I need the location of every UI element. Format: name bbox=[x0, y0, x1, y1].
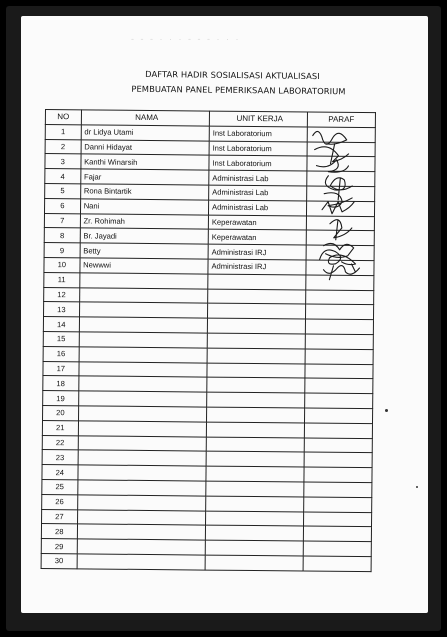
cell-no: 29 bbox=[41, 539, 77, 554]
paper-speck bbox=[385, 409, 388, 412]
attendance-sheet bbox=[21, 16, 428, 613]
cell-paraf bbox=[304, 467, 372, 482]
cell-no: 13 bbox=[44, 302, 80, 317]
cell-paraf bbox=[305, 378, 373, 393]
cell-no: 22 bbox=[42, 435, 78, 450]
cell-paraf bbox=[305, 349, 373, 364]
cell-no: 11 bbox=[44, 272, 80, 287]
cell-paraf bbox=[303, 541, 371, 556]
cell-nama bbox=[77, 524, 205, 540]
cell-no: 1 bbox=[45, 124, 81, 139]
cell-nama bbox=[77, 495, 205, 511]
cell-no: 28 bbox=[41, 524, 77, 539]
cell-nama: Danni Hidayat bbox=[81, 139, 209, 155]
cell-paraf bbox=[303, 526, 371, 541]
cell-unit: Administrasi Lab bbox=[208, 200, 306, 216]
cell-no: 14 bbox=[43, 317, 79, 332]
cell-no: 4 bbox=[45, 169, 81, 184]
cell-no: 8 bbox=[44, 228, 80, 243]
cell-unit: Inst Laboratorium bbox=[209, 155, 307, 171]
cell-unit bbox=[205, 511, 303, 527]
cell-unit: Keperawatan bbox=[208, 229, 306, 245]
cell-paraf bbox=[305, 304, 373, 319]
cell-nama bbox=[78, 435, 206, 451]
cell-unit: Keperawatan bbox=[208, 215, 306, 231]
cell-no: 26 bbox=[42, 494, 78, 509]
cell-nama: Fajar bbox=[80, 169, 208, 185]
cell-nama: Kanthi Winarsih bbox=[81, 154, 209, 170]
cell-unit bbox=[208, 274, 306, 290]
column-header-paraf: PARAF bbox=[307, 112, 375, 127]
cell-no: 25 bbox=[42, 479, 78, 494]
cell-paraf bbox=[305, 319, 373, 334]
cell-unit bbox=[206, 407, 304, 423]
cell-unit bbox=[207, 348, 305, 364]
cell-no: 17 bbox=[43, 361, 79, 376]
cell-unit bbox=[206, 481, 304, 497]
cell-unit bbox=[207, 318, 305, 334]
cell-unit: Inst Laboratorium bbox=[209, 141, 307, 157]
cell-nama bbox=[79, 361, 207, 377]
signature-10 bbox=[323, 264, 359, 280]
cell-unit bbox=[205, 525, 303, 541]
cell-paraf bbox=[304, 482, 372, 497]
cell-no: 18 bbox=[43, 376, 79, 391]
cell-unit bbox=[207, 392, 305, 408]
cell-no: 12 bbox=[44, 287, 80, 302]
cell-unit bbox=[205, 555, 303, 571]
cell-no: 20 bbox=[43, 405, 79, 420]
cell-paraf bbox=[304, 452, 372, 467]
cell-paraf bbox=[304, 408, 372, 423]
cell-nama: Zr. Rohimah bbox=[80, 213, 208, 229]
attendance-table bbox=[40, 109, 376, 587]
cell-unit bbox=[207, 377, 305, 393]
cell-no: 3 bbox=[45, 154, 81, 169]
cell-unit bbox=[208, 289, 306, 305]
bleed-through-text: - - - · · · - - - · · · bbox=[131, 34, 241, 44]
cell-unit: Administrasi Lab bbox=[209, 170, 307, 186]
cell-no: 7 bbox=[44, 213, 80, 228]
cell-no: 2 bbox=[45, 139, 81, 154]
signature-7 bbox=[330, 220, 352, 240]
column-header-unit: UNIT KERJA bbox=[209, 111, 307, 127]
cell-no: 24 bbox=[42, 465, 78, 480]
cell-unit bbox=[207, 303, 305, 319]
cell-paraf bbox=[305, 334, 373, 349]
table-row bbox=[41, 553, 371, 571]
cell-no: 27 bbox=[42, 509, 78, 524]
cell-unit bbox=[206, 451, 304, 467]
cell-no: 9 bbox=[44, 243, 80, 258]
cell-nama: Newwwi bbox=[80, 258, 208, 274]
cell-nama bbox=[78, 406, 206, 422]
cell-nama bbox=[79, 317, 207, 333]
cell-unit bbox=[207, 363, 305, 379]
column-header-no: NO bbox=[45, 110, 81, 125]
cell-nama: dr Lidya Utami bbox=[81, 125, 209, 141]
cell-nama: Betty bbox=[80, 243, 208, 259]
cell-nama bbox=[77, 554, 205, 570]
cell-nama bbox=[78, 376, 206, 392]
cell-paraf bbox=[305, 364, 373, 379]
cell-unit bbox=[206, 466, 304, 482]
cell-unit: Inst Laboratorium bbox=[209, 126, 307, 142]
cell-no: 23 bbox=[42, 450, 78, 465]
cell-nama bbox=[79, 273, 207, 289]
cell-unit bbox=[205, 540, 303, 556]
cell-nama bbox=[79, 287, 207, 303]
cell-nama bbox=[77, 480, 205, 496]
cell-no: 6 bbox=[45, 198, 81, 213]
cell-paraf bbox=[303, 556, 371, 571]
cell-nama: Br. Jayadi bbox=[80, 228, 208, 244]
cell-no: 30 bbox=[41, 553, 77, 568]
cell-no: 21 bbox=[42, 420, 78, 435]
signature-scribbles bbox=[293, 119, 385, 290]
cell-paraf bbox=[304, 393, 372, 408]
cell-nama bbox=[79, 347, 207, 363]
cell-paraf bbox=[303, 512, 371, 527]
cell-unit bbox=[207, 333, 305, 349]
cell-nama: Rona Bintartik bbox=[80, 184, 208, 200]
cell-unit bbox=[206, 496, 304, 512]
signature-1 bbox=[313, 131, 347, 144]
cell-nama bbox=[78, 465, 206, 481]
cell-unit: Administrasi IRJ bbox=[208, 244, 306, 260]
cell-paraf bbox=[303, 497, 371, 512]
signature-2 bbox=[314, 144, 348, 164]
cell-nama bbox=[79, 302, 207, 318]
column-header-nama: NAMA bbox=[81, 110, 209, 126]
cell-paraf bbox=[305, 290, 373, 305]
title-line-2: PEMBUATAN PANEL PEMERIKSAAN LABORATORIUM bbox=[131, 83, 346, 97]
cell-nama bbox=[78, 391, 206, 407]
cell-nama bbox=[77, 509, 205, 525]
cell-nama bbox=[78, 450, 206, 466]
cell-paraf bbox=[304, 423, 372, 438]
cell-no: 19 bbox=[43, 391, 79, 406]
cell-no: 10 bbox=[44, 257, 80, 272]
cell-no: 16 bbox=[43, 346, 79, 361]
cell-nama bbox=[79, 332, 207, 348]
signature-4 bbox=[325, 176, 352, 200]
cell-unit: Administrasi Lab bbox=[209, 185, 307, 201]
cell-nama bbox=[77, 539, 205, 555]
cell-nama: Nani bbox=[80, 199, 208, 215]
cell-unit: Administrasi IRJ bbox=[208, 259, 306, 275]
cell-unit bbox=[206, 437, 304, 453]
cell-no: 15 bbox=[43, 331, 79, 346]
title-line-1: DAFTAR HADIR SOSIALISASI AKTUALISASI bbox=[145, 68, 320, 82]
cell-nama bbox=[78, 421, 206, 437]
cell-unit bbox=[206, 422, 304, 438]
cell-paraf bbox=[304, 438, 372, 453]
cell-no: 5 bbox=[45, 183, 81, 198]
paper-speck bbox=[416, 486, 418, 488]
